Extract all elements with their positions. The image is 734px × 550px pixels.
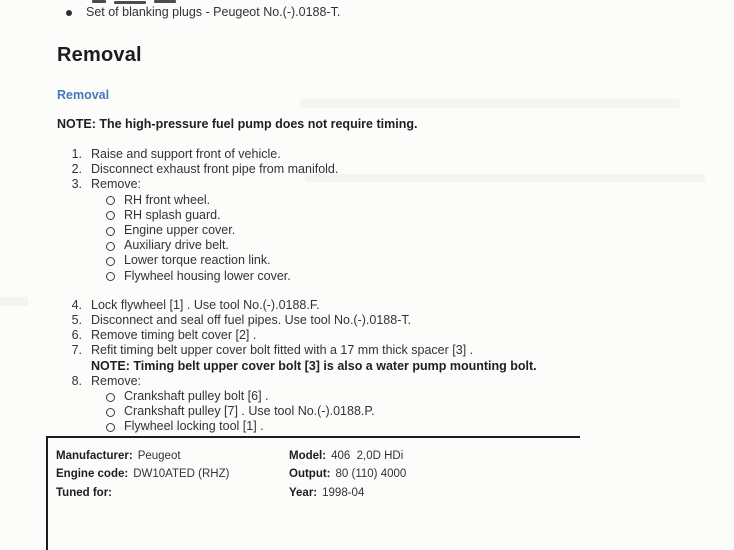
scan-artifact: [120, 426, 180, 431]
sub-text: RH splash guard.: [124, 207, 221, 222]
step-text: Disconnect and seal off fuel pipes. Use tool No.(-).0188-T.: [91, 313, 412, 328]
step-text: Remove:: [91, 177, 142, 192]
circle-bullet-icon: [106, 408, 115, 417]
info-row-output: [289, 465, 406, 483]
removal-section-link[interactable]: Removal: [57, 88, 110, 102]
step-item-7: [0, 343, 734, 358]
sub-text: Lower torque reaction link.: [124, 253, 271, 268]
list-gap: [0, 284, 734, 298]
scan-artifact: [305, 174, 705, 182]
step-text: Remove timing belt cover [2] .: [91, 328, 257, 343]
info-value: Peugeot: [137, 450, 181, 462]
circle-bullet-icon: [106, 272, 115, 281]
step-item-1: [0, 147, 734, 162]
circle-bullet-icon: [106, 423, 115, 432]
step-text: Lock flywheel [1] . Use tool No.(-).0188.F.: [91, 297, 320, 312]
scan-artifact: [0, 297, 28, 306]
sub-item: [0, 269, 734, 284]
sub-item: [0, 223, 734, 238]
info-value: 1998-04: [322, 486, 365, 499]
sub-item: [0, 208, 734, 223]
step-number: 3.: [71, 177, 82, 192]
info-label: Model:: [289, 450, 327, 462]
step-text: Raise and support front of vehicle.: [91, 147, 281, 161]
step-text: Disconnect exhaust front pipe from manifold.: [91, 162, 339, 177]
sub-item: [0, 404, 734, 419]
page-title: Removal: [57, 44, 142, 66]
info-row-manufacturer: [56, 447, 229, 465]
step-number: 2.: [71, 162, 82, 177]
step-number-empty: [0, 359, 82, 374]
sub-item: [0, 193, 734, 208]
circle-bullet-icon: [106, 196, 115, 205]
circle-bullet-icon: [106, 242, 115, 251]
step-number: 6.: [71, 328, 82, 343]
sub-text: Flywheel housing lower cover.: [124, 268, 291, 283]
sub-text: Crankshaft pulley bolt [6] .: [124, 389, 269, 404]
tools-list-text: Set of blanking plugs - Peugeot No.(-).0188-T.: [86, 5, 341, 19]
step-7-note: [0, 359, 734, 374]
vehicle-info-right-column: [289, 447, 406, 502]
vehicle-info-box: [46, 436, 580, 550]
info-row-tuned-for: [56, 484, 229, 502]
sub-item: [0, 238, 734, 253]
sub-text: Auxiliary drive belt.: [124, 238, 229, 253]
step-item-6: [0, 328, 734, 343]
circle-bullet-icon: [106, 393, 115, 402]
circle-bullet-icon: [106, 257, 115, 266]
info-value: 80 (110) 4000: [335, 468, 407, 481]
info-row-year: [289, 484, 406, 502]
sub-item: [0, 419, 734, 434]
sub-text: Crankshaft pulley [7] . Use tool No.(-).0188.P.: [124, 404, 375, 419]
step-number: 1.: [71, 147, 82, 161]
sub-text: Flywheel locking tool [1] .: [124, 419, 264, 434]
step-text: Refit timing belt upper cover bolt fitted with a 17 mm thick spacer [3] .: [91, 343, 474, 358]
sub-text: RH front wheel.: [124, 192, 211, 207]
circle-bullet-icon: [106, 211, 115, 220]
tools-list-item: [0, 5, 340, 20]
step-item-4: [0, 298, 734, 313]
bullet-icon: [66, 10, 72, 16]
step-item-8: [0, 374, 734, 389]
note-water-pump: NOTE: Timing belt upper cover bolt [3] is also a water pump mounting bolt.: [91, 358, 537, 373]
step-number: 8.: [71, 373, 82, 388]
info-label: Tuned for:: [56, 486, 112, 499]
vehicle-info-left-column: [56, 447, 229, 502]
info-label: Output:: [289, 468, 331, 481]
step-item-5: [0, 313, 734, 328]
step-number: 5.: [71, 313, 82, 328]
scan-artifact: [300, 99, 680, 108]
info-row-model: [289, 447, 406, 465]
info-label: Year:: [289, 486, 318, 499]
info-value: 406 2,0D HDi: [331, 450, 404, 462]
clipped-text-fragment: [92, 0, 176, 4]
step-text: Remove:: [91, 373, 142, 388]
info-value: DW10ATED (RHZ): [133, 468, 230, 481]
step-number: 7.: [71, 343, 82, 358]
sub-item: [0, 253, 734, 268]
step-number: 4.: [71, 297, 82, 312]
info-row-engine-code: [56, 465, 229, 483]
circle-bullet-icon: [106, 227, 115, 236]
info-label: Manufacturer:: [56, 450, 133, 462]
procedure-steps: [0, 147, 734, 435]
sub-item: [0, 389, 734, 404]
sub-text: Engine upper cover.: [124, 223, 236, 238]
note-fuel-pump: NOTE: The high-pressure fuel pump does not require timing.: [57, 117, 418, 131]
info-label: Engine code:: [56, 468, 129, 481]
